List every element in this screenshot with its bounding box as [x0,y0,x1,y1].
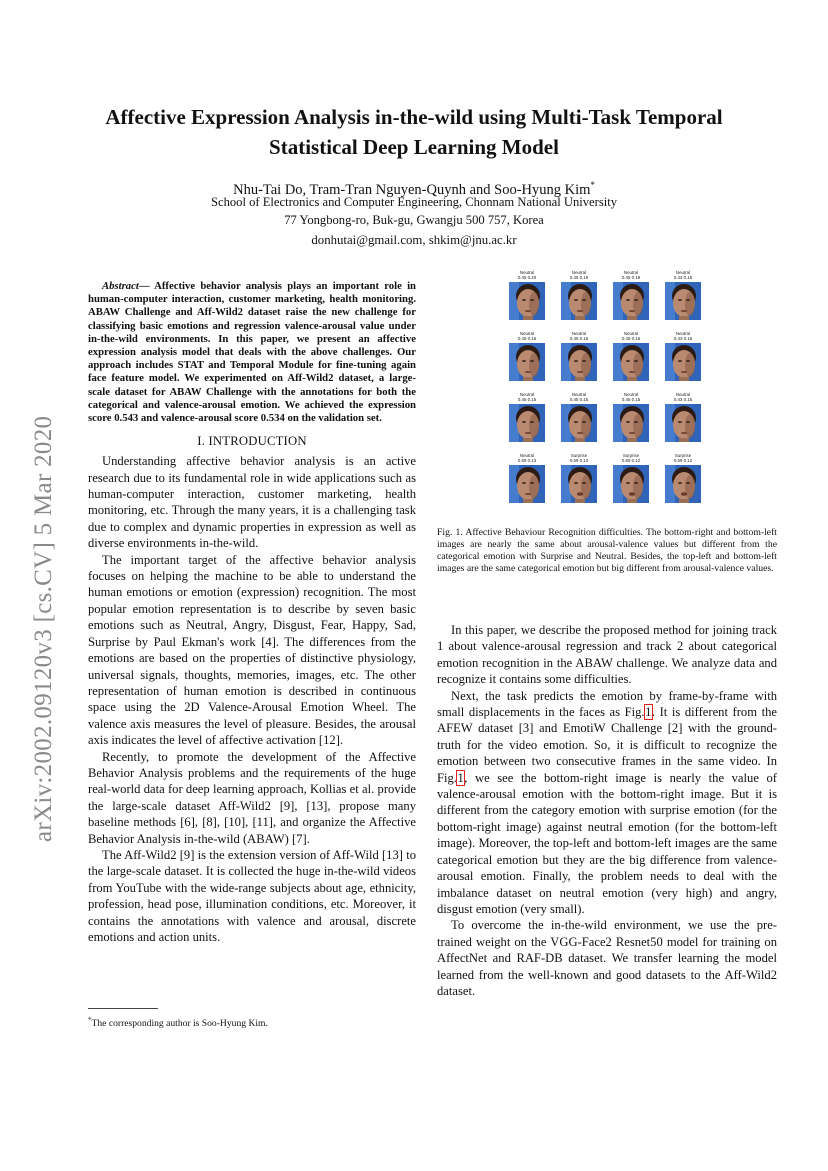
right-column [437,622,777,999]
panel-label [609,331,653,341]
panel-emotion: Neutral [571,270,587,275]
panel-label [557,392,601,402]
title-line-1: Affective Expression Analysis in-the-wild using Multi-Task Temporal [105,105,723,129]
footnote-mark: * [88,1016,92,1024]
face-photo [613,465,649,503]
panel-valence-arousal: 0.59 0.13 [517,458,537,463]
panel-valence-arousal: 0.43 0.16 [673,336,693,341]
panel-valence-arousal: 0.59 0.13 [569,458,589,463]
panel-valence-arousal: 0.45 0.15 [569,397,589,402]
face-photo [613,343,649,381]
face-panel [505,270,549,328]
panel-valence-arousal: 0.45 0.16 [621,336,641,341]
face-panel [661,453,705,511]
face-photo [665,343,701,381]
corresponding-mark: * [590,180,595,190]
intro-paragraph: Recently, to promote the development of the Affective Behavior Analysis problems and the requirements of the huge real-world data for deep learning approach, Kollias et al. provide the large-scale dataset Aff-Wild2 [9], [13], propose many baseline methods [6], [8], [10], [11], and organize the Affective Behavior Analysis in-the-wild (ABAW) [7]. [88,749,416,846]
intro-paragraph: The important target of the affective behavior analysis focuses on helping the machine to be able to understand the human emotions or emotion (expression) recognition. The most popular emotion representation is to describe by seven basic emotions such as Neutral, Angry, Disgust, Fear, Happy, Sad, Surprise by Paul Ekman's work [4]. The differences from the emotions are based on the properties of distinctive physiology, universal signals, thoughts, memories, images, etc. The other representation of human emotion is described in continuous space using the 2D Valence-Arousal Emotion Wheel. The valence axis measures the level of pleasure. Besides, the arousal axis indicates the level of affective activation [12]. [88,552,416,748]
abstract [88,280,416,425]
affiliation-line-1: School of Electronics and Computer Engineering, Chonnam National University [210,195,618,209]
figure-ref-link[interactable]: 1 [645,705,652,720]
panel-emotion: Neutral [623,392,639,397]
panel-emotion: Neutral [675,331,691,336]
face-photo [561,282,597,320]
body-paragraph [437,688,777,918]
face-panel [557,392,601,450]
face-panel [609,331,653,389]
face-photo [561,343,597,381]
panel-emotion: Neutral [571,331,587,336]
face-photo [561,404,597,442]
footnote [88,1014,416,1030]
paper-title [60,102,768,162]
author-emails: donhutai@gmail.com, shkim@jnu.ac.kr [311,233,517,247]
face-photo [665,404,701,442]
face-photo [561,465,597,503]
panel-label [557,331,601,341]
panel-label [505,392,549,402]
face-panel [505,392,549,450]
panel-emotion: Neutral [519,392,535,397]
face-photo [665,282,701,320]
panel-label [505,331,549,341]
title-line-2: Statistical Deep Learning Model [269,135,559,159]
panel-emotion: Neutral [623,270,639,275]
face-panel [661,331,705,389]
figure-1-caption: Fig. 1. Affective Behaviour Recognition difficulties. The bottom-right and bottom-left images are nearly the same about arousal-valence values but different from the categorical emotion with Surprise and Neutral. Besides, the top-left and bottom-left images are the same categorical emotion but big different from arousal-valence values. [437,527,777,575]
panel-label [661,270,705,280]
panel-emotion: Surprise [570,453,588,458]
face-panel [609,453,653,511]
panel-label [609,392,653,402]
panel-label [505,453,549,463]
face-photo [509,343,545,381]
author-names: Nhu-Tai Do, Tram-Tran Nguyen-Quynh and Soo-Hyung Kim [233,181,591,198]
panel-valence-arousal: 0.45 0.19 [569,275,589,280]
panel-label [661,331,705,341]
panel-valence-arousal: 0.43 0.15 [673,275,693,280]
paragraph-text: , we see the bottom-right image is nearly the value of valence-arousal emotion with the bottom-right image. But it is different from the category emotion with surprise emotion (for the bottom-right image) against neutral emotion (for the bottom-left image). Moreover, the top-left and bottom-left images are the same categorical emotion but they are the big difference from valence-arousal emotion. Finally, the problem needs to deal with the imbalance dataset on neutral emotion (very high) and angry, disgust emotion (very small). [437,770,777,916]
face-panel [505,453,549,511]
panel-emotion: Surprise [674,453,692,458]
face-panel [505,331,549,389]
panel-emotion: Surprise [622,453,640,458]
face-photo [509,404,545,442]
figure-1-face-grid [505,270,715,510]
panel-emotion: Neutral [519,331,535,336]
panel-emotion: Neutral [571,392,587,397]
body-paragraph: To overcome the in-the-wild environment, we use the pre-trained weight on the VGG-Face2 Resnet50 model for training on AffectNet and RAF-DB dataset. We transfer learning the model learned from the well-known and good datasets to the Aff-Wild2 dataset. [437,918,777,998]
panel-valence-arousal: 0.45 0.16 [517,336,537,341]
intro-paragraph: The Aff-Wild2 [9] is the extension version of Aff-Wild [13] to the large-scale dataset. It is collected the huge in-the-wild videos from YouTube with the wide-range subjects about age, ethnicity, profession, head pose, illumination conditions, etc. Moreover, it contains the annotations with valence and arousal, discrete emotions and action units. [88,847,416,945]
panel-label [557,270,601,280]
panel-valence-arousal: 0.59 0.12 [673,458,693,463]
panel-emotion: Neutral [623,331,639,336]
panel-valence-arousal: 0.45 0.20 [517,275,537,280]
panel-label [557,453,601,463]
arxiv-stamp: arXiv:2002.09120v3 [cs.CV] 5 Mar 2020 [30,415,57,842]
face-photo [665,465,701,503]
abstract-label: Abstract [102,280,139,292]
panel-emotion: Neutral [519,270,535,275]
panel-label [661,453,705,463]
face-photo [613,404,649,442]
abstract-text: Affective behavior analysis plays an important role in human-computer interaction, customer marketing, health monitoring. ABAW Challenge and Aff-Wild2 dataset raise the new challenge for classifying basic emotions and regression valence-arousal value under in-the-wild environments. In this paper, we present an affective expression analysis model that deals with the above challenges. Our approach includes STAT and Temporal Module for fine-tuning again face feature model. We experimented on Aff-Wild2 dataset, a large-scale dataset for ABAW Challenge with the annotations for both the categorical and valence-arousal emotion. We achieved the expression score 0.543 and valence-arousal score 0.534 on the validation set. [88,280,416,425]
panel-valence-arousal: 0.59 0.12 [621,458,641,463]
abstract-dash: — [138,280,155,292]
figure-ref-link[interactable]: 1 [457,770,464,785]
face-photo [509,465,545,503]
face-photo [613,282,649,320]
affiliation [80,193,748,249]
panel-valence-arousal: 0.45 0.19 [621,275,641,280]
face-panel [661,270,705,328]
panel-valence-arousal: 0.45 0.15 [621,397,641,402]
face-panel [661,392,705,450]
face-panel [609,392,653,450]
panel-valence-arousal: 0.45 0.15 [517,397,537,402]
paragraph-text: Next, the task predicts the emotion by frame-by-frame with small displacements in the faces as Fig. [437,688,777,720]
section-heading-introduction: I. INTRODUCTION [197,434,307,449]
left-column [88,280,416,945]
panel-emotion: Neutral [519,453,535,458]
face-photo [509,282,545,320]
panel-label [505,270,549,280]
intro-paragraph: Understanding affective behavior analysis is an active research due to its fundamental role in wide applications such as human-computer interaction, customer marketing, health monitoring, etc. Through the many years, it is a challenging task due to complex and dynamic properties in expression as well as diverse environments in-the-wild. [88,454,416,551]
panel-label [661,392,705,402]
panel-valence-arousal: 0.43 0.15 [673,397,693,402]
face-panel [557,331,601,389]
panel-emotion: Neutral [675,270,691,275]
footnote-rule [88,1008,158,1009]
body-paragraph: In this paper, we describe the proposed method for joining track 1 about valence-arousal regression and track 2 about categorical emotion recognition in the ABAW challenge. We analyze data and recognize it contains some difficulties. [437,623,777,687]
face-panel [557,453,601,511]
affiliation-line-2: 77 Yongbong-ro, Buk-gu, Gwangju 500 757, Korea [284,213,544,227]
footnote-text: The corresponding author is Soo-Hyung Kim. [91,1018,268,1030]
panel-valence-arousal: 0.45 0.16 [569,336,589,341]
face-panel [609,270,653,328]
panel-label [609,270,653,280]
panel-emotion: Neutral [675,392,691,397]
face-panel [557,270,601,328]
panel-label [609,453,653,463]
paragraph-text: . It is different from the AFEW dataset [3] and EmotiW Challenge [2] with the ground-truth for the video emotion. So, it is difficult to recognize the emotion between two consecutive frames in the same video. In Fig. [437,705,777,785]
